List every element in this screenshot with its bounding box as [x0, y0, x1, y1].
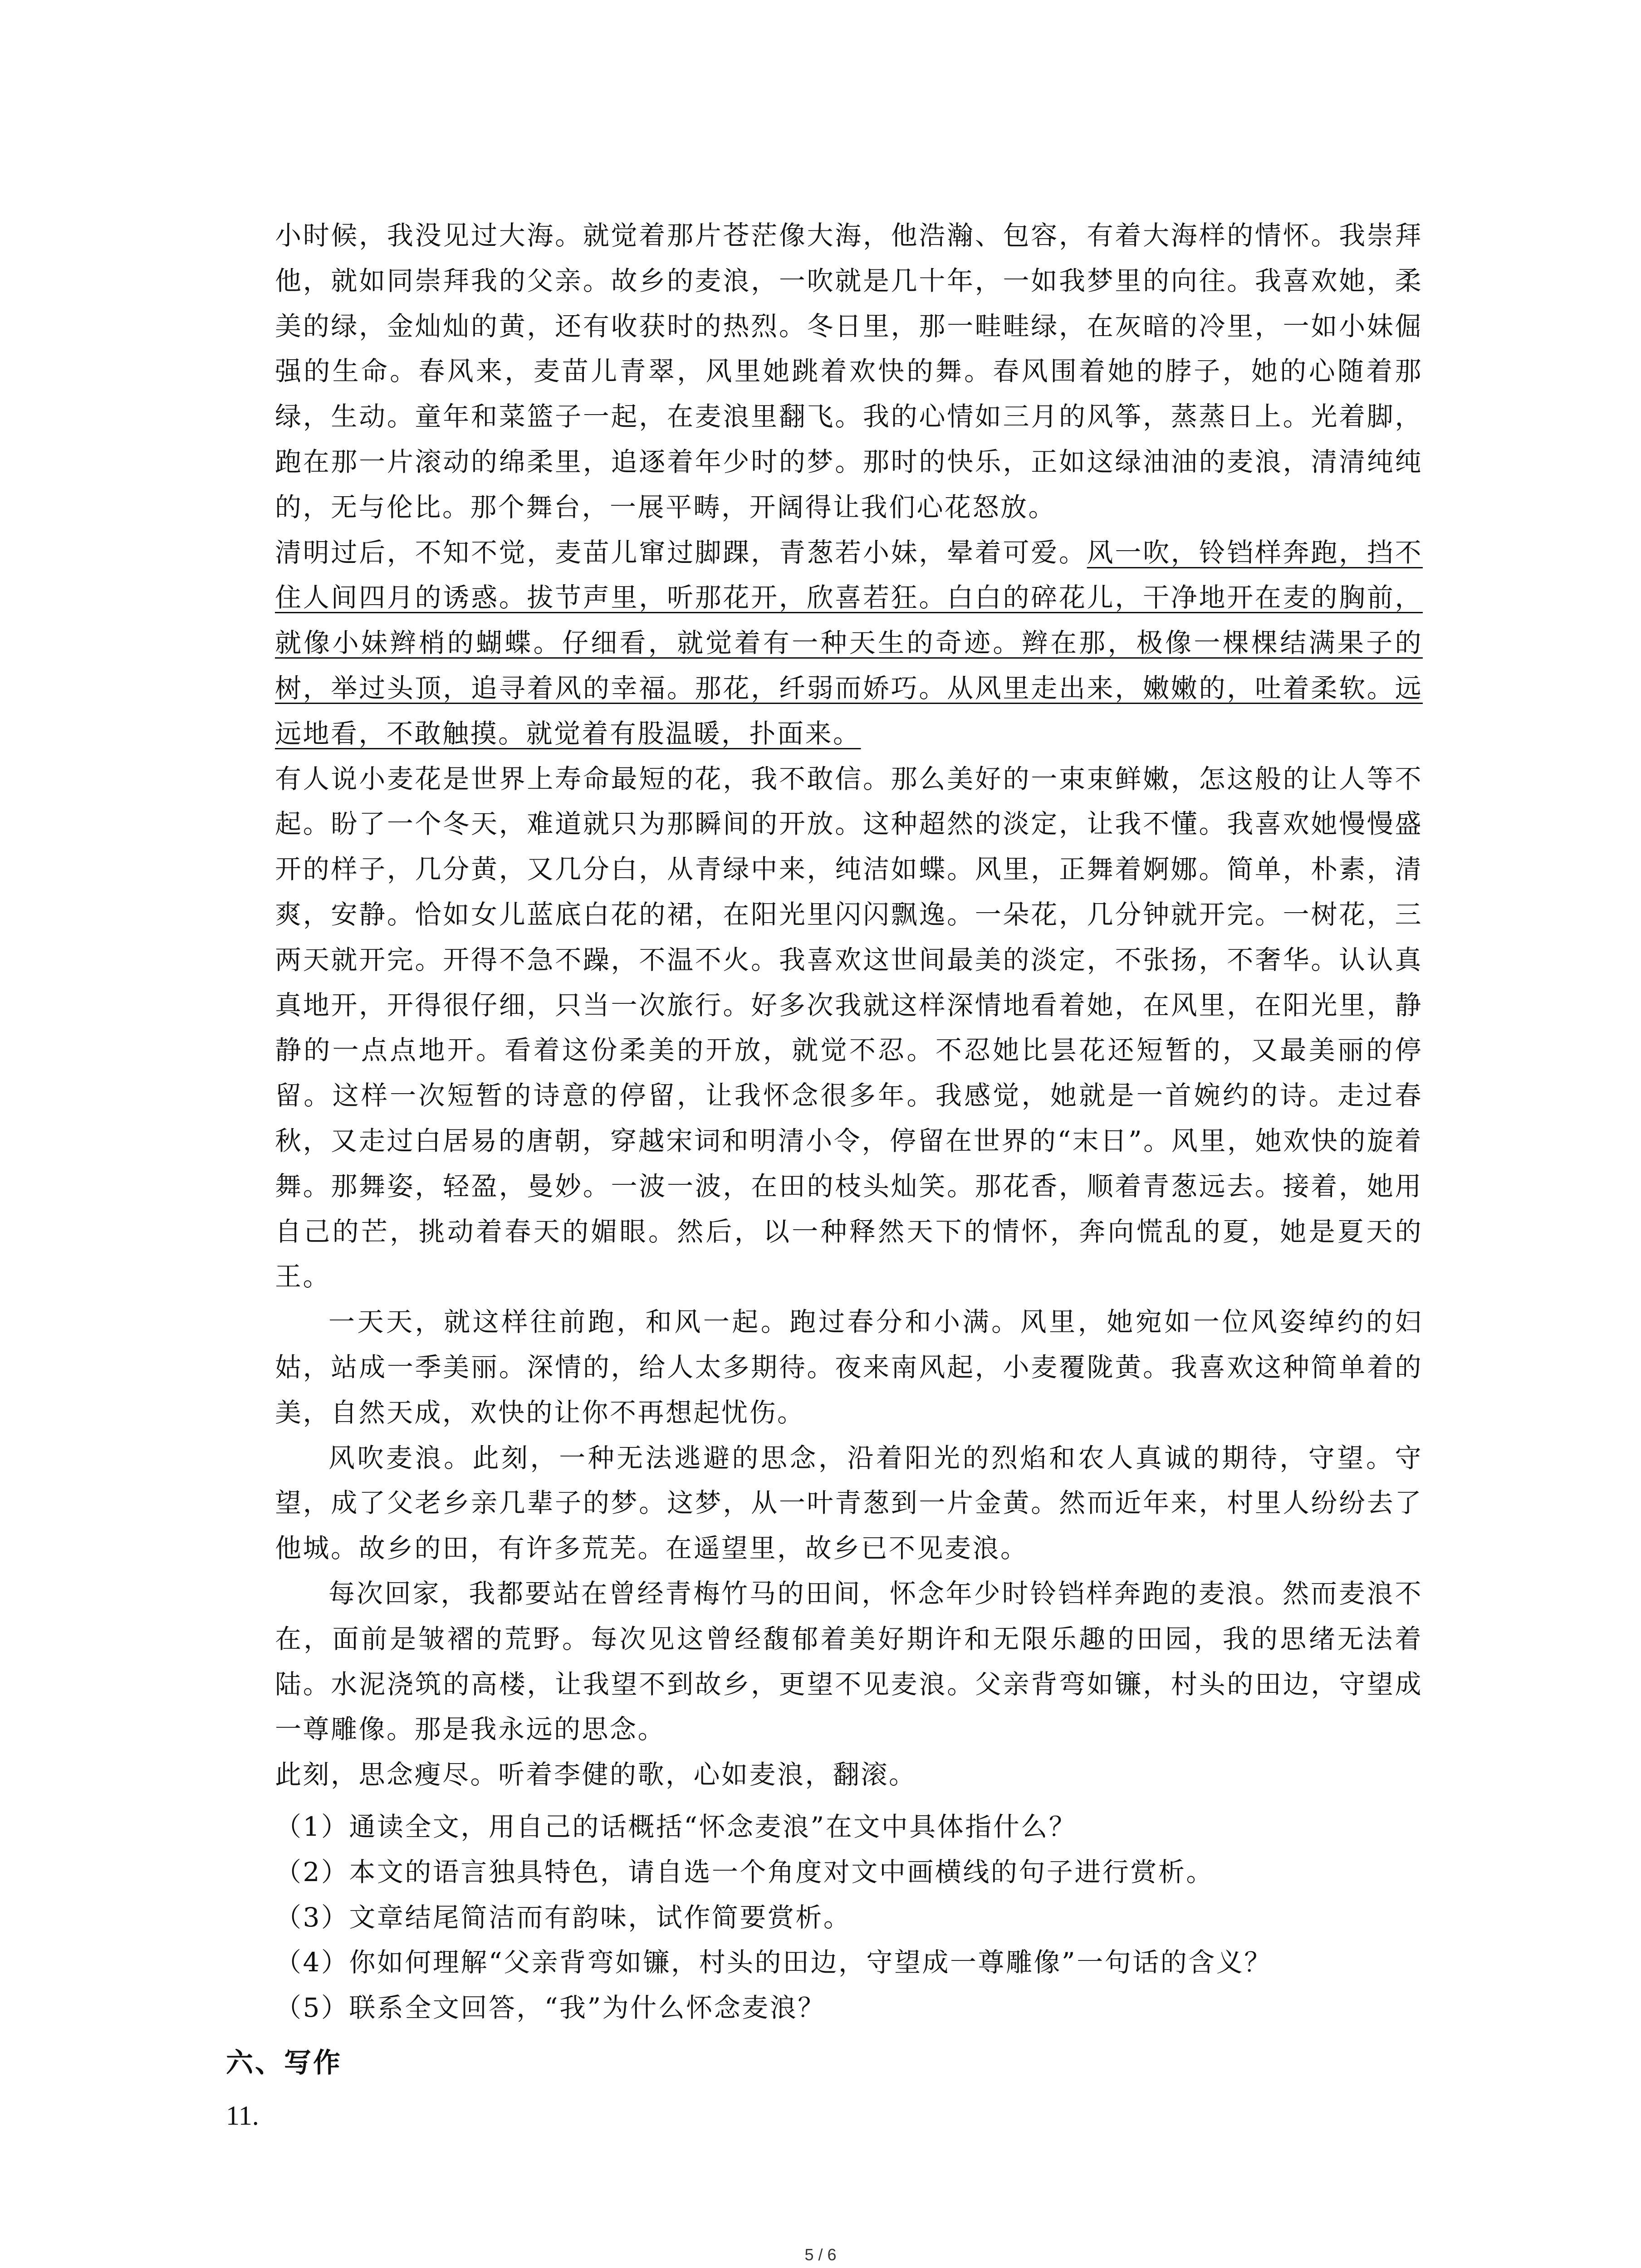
passage-paragraph-6: 每次回家，我都要站在曾经青梅竹马的田间，怀念年少时铃铛样奔跑的麦浪。然而麦浪不在，面前是皱褶的荒野。每次见这曾经馥郁着美好期许和无限乐趣的田园，我的思绪无法着陆。水泥浇筑的高楼，让我望不到故乡，更望不见麦浪。父亲背弯如镰，村头的田边，守望成一尊雕像。那是我永远的思念。	[275, 1578, 1423, 1745]
question-4: （4）你如何理解“父亲背弯如镰，村头的田边，守望成一尊雕像”一句话的含义？	[275, 1947, 1272, 1978]
section-heading-writing: 六、写作	[226, 2047, 342, 2079]
question-list	[275, 1804, 1423, 2031]
passage-paragraph-4: 一天天，就这样往前跑，和风一起。跑过春分和小满。风里，她宛如一位风姿绰约的妇姑，站成一季美丽。深情的，给人太多期待。夜来南风起，小麦覆陇黄。我喜欢这种简单着的美，自然天成，欢快的让你不再想起忧伤。	[275, 1306, 1423, 1428]
underlined-sentences: 风一吹，铃铛样奔跑，挡不住人间四月的诱惑。拔节声里，听那花开，欣喜若狂。白白的碎花儿，干净地开在麦的胸前，就像小妹辫梢的蝴蝶。仔细看，就觉着有一种天生的奇迹。辫在那，极像一棵棵结满果子的树，举过头顶，追寻着风的幸福。那花，纤弱而娇巧。从风里走出来，嫩嫩的，吐着柔软。远远地看，不敢触摸。就觉着有股温暖，扑面来。	[275, 537, 1423, 749]
paragraph-2-lead: 清明过后，不知不觉，麦苗儿窜过脚踝，青葱若小妹，晕着可爱。	[275, 537, 1087, 568]
passage-paragraph-5: 风吹麦浪。此刻，一种无法逃避的思念，沿着阳光的烈焰和农人真诚的期待，守望。守望，成了父老乡亲几辈子的梦。这梦，从一叶青葱到一片金黄。然而近年来，村里人纷纷去了他城。故乡的田，有许多荒芜。在遥望里，故乡已不见麦浪。	[275, 1442, 1423, 1564]
question-1: （1）通读全文，用自己的话概括“怀念麦浪”在文中具体指什么？	[275, 1811, 1077, 1842]
question-3: （3）文章结尾简洁而有韵味，试作简要赏析。	[275, 1901, 852, 1933]
passage-paragraph-3: 有人说小麦花是世界上寿命最短的花，我不敢信。那么美好的一束束鲜嫩，怎这般的让人等不起。盼了一个冬天，难道就只为那瞬间的开放。这种超然的淡定，让我不懂。我喜欢她慢慢盛开的样子，几分黄，又几分白，从青绿中来，纯洁如蝶。风里，正舞着婀娜。简单，朴素，清爽，安静。恰如女儿蓝底白花的裙，在阳光里闪闪飘逸。一朵花，几分钟就开完。一树花，三两天就开完。开得不急不躁，不温不火。我喜欢这世间最美的淡定，不张扬，不奢华。认认真真地开，开得很仔细，只当一次旅行。好多次我就这样深情地看着她，在风里，在阳光里，静静的一点点地开。看着这份柔美的开放，就觉不忍。不忍她比昙花还短暂的，又最美丽的停留。这样一次短暂的诗意的停留，让我怀念很多年。我感觉，她就是一首婉约的诗。走过春秋，又走过白居易的唐朝，穿越宋词和明清小令，停留在世界的“末日”。风里，她欢快的旋着舞。那舞姿，轻盈，曼妙。一波一波，在田的枝头灿笑。那花香，顺着青葱远去。接着，她用自己的芒，挑动着春天的媚眼。然后，以一种释然天下的情怀，奔向慌乱的夏，她是夏天的王。	[275, 763, 1423, 1292]
reading-passage	[275, 213, 1423, 1798]
item-number: 11.	[226, 2101, 259, 2131]
passage-paragraph-1: 小时候，我没见过大海。就觉着那片苍茫像大海，他浩瀚、包容，有着大海样的情怀。我崇拜他，就如同崇拜我的父亲。故乡的麦浪，一吹就是几十年，一如我梦里的向往。我喜欢她，柔美的绿，金灿灿的黄，还有收获时的热烈。冬日里，那一畦畦绿，在灰暗的冷里，一如小妹倔强的生命。春风来，麦苗儿青翠，风里她跳着欢快的舞。春风围着她的脖子，她的心随着那绿，生动。童年和菜篮子一起，在麦浪里翻飞。我的心情如三月的风筝，蒸蒸日上。光着脚，跑在那一片滚动的绵柔里，追逐着年少时的梦。那时的快乐，正如这绿油油的麦浪，清清纯纯的，无与伦比。那个舞台，一展平畴，开阔得让我们心花怒放。	[275, 220, 1423, 523]
passage-paragraph-2	[275, 530, 1423, 757]
passage-paragraph-7: 此刻，思念瘦尽。听着李健的歌，心如麦浪，翻滚。	[275, 1759, 917, 1790]
page-number: 5 / 6	[804, 2245, 837, 2264]
question-5: （5）联系全文回答，“我”为什么怀念麦浪？	[275, 1992, 826, 2024]
question-2: （2）本文的语言独具特色，请自选一个角度对文中画横线的句子进行赏析。	[275, 1856, 1214, 1887]
